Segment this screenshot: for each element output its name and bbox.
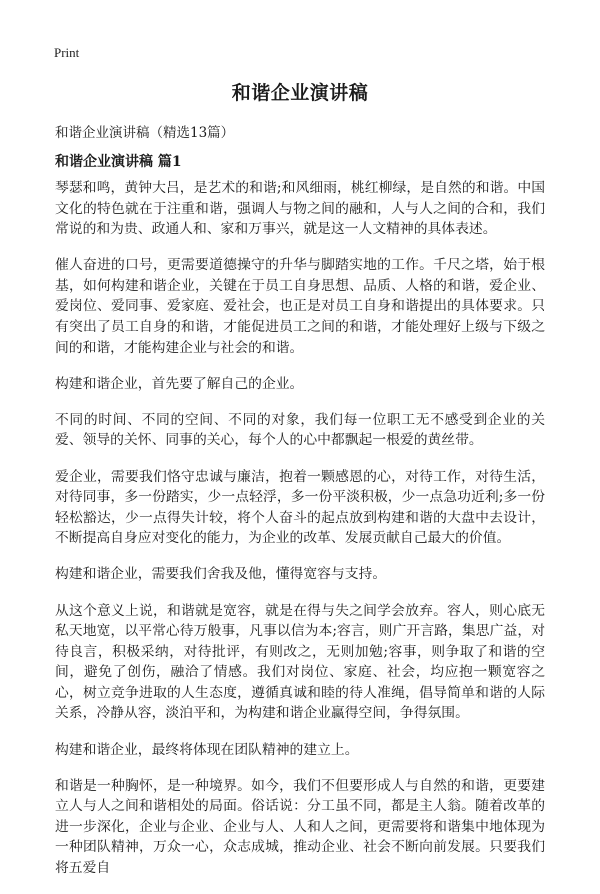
paragraph: 构建和谐企业，需要我们舍我及他，懂得宽容与支持。 (55, 566, 387, 583)
paragraph: 琴瑟和鸣，黄钟大吕，是艺术的和谐;和风细雨，桃红柳绿，是自然的和谐。中国文化的特色就在于注重和谐，强调人与物之间的融和，人与人之间的合和，我们常说的和为贵、政通人和、家和万事兴，就是这一人文精神的具体表述。 (55, 180, 545, 238)
paragraph: 构建和谐企业，最终将体现在团队精神的建立上。 (55, 741, 359, 758)
document-title: 和谐企业演讲稿 (231, 82, 369, 104)
paragraph: 爱企业，需要我们恪守忠诚与廉洁，抱着一颗感恩的心，对待工作，对待生活，对待同事，多一份踏实，少一点轻浮，多一份平淡积极，少一点急功近利;多一份轻松豁达，少一点得失计较，将个人奋斗的起点放到构建和谐的大盘中去设计，不断提高自身应对变化的能力，为企业的改革、发展贡献自己最大的价值。 (55, 468, 545, 547)
paragraph: 构建和谐企业，首先要了解自己的企业。 (55, 375, 304, 392)
paragraph: 和谐是一种胸怀，是一种境界。如今，我们不但要形成人与自然的和谐，更要建立人与人之间和谐相处的局面。俗话说：分工虽不同，都是主人翁。随着改革的进一步深化，企业与企业、企业与人、人和人之间，更需要将和谐集中地体现为一种团队精神，万众一心，众志成城，推动企业、社会不断向前发展。只要我们将五爱自 (55, 777, 545, 877)
document-subtitle: 和谐企业演讲稿（精选13篇） (55, 125, 235, 141)
print-link[interactable]: Print (54, 45, 80, 60)
article-body (55, 178, 545, 894)
paragraph: 催人奋进的口号，更需要道德操守的升华与脚踏实地的工作。千尺之塔，始于根基，如何构建和谐企业，关键在于员工自身思想、品质、人格的和谐，爱企业、爱岗位、爱同事、爱家庭、爱社会，也正是对员工自身和谐提出的具体要求。只有突出了员工自身的和谐，才能促进员工之间的和谐，才能处理好上级与下级之间的和谐，才能构建企业与社会的和谐。 (55, 257, 545, 356)
section-heading: 和谐企业演讲稿 篇1 (55, 154, 182, 170)
paragraph: 从这个意义上说，和谐就是宽容，就是在得与失之间学会放弃。容人，则心底无私天地宽，以平常心待万般事，凡事以信为本;容言，则广开言路，集思广益，对待良言，积极采纳，对待批评，有则改之，无则加勉;容事，则争取了和谐的空间，避免了创伤，融洽了情感。我们对岗位、家庭、社会，均应抱一颗宽容之心，树立竞争进取的人生态度，遵循真诚和睦的待人准绳，倡导简单和谐的人际关系，冷静从容，淡泊平和，为构建和谐企业赢得空间，争得氛围。 (55, 602, 545, 722)
paragraph: 不同的时间、不同的空间、不同的对象，我们每一位职工无不感受到企业的关爱、领导的关怀、同事的关心，每个人的心中都飘起一根爱的黄丝带。 (55, 411, 545, 449)
